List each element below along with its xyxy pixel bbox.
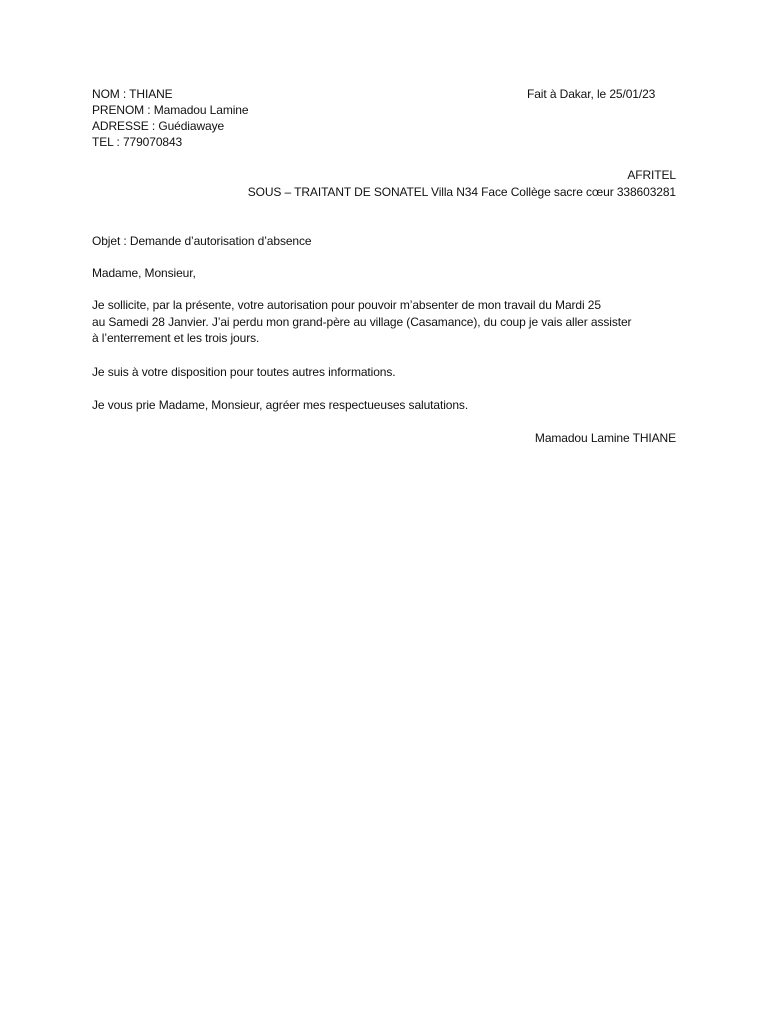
recipient-details: SOUS – TRAITANT DE SONATEL Villa N34 Face Collège sacre cœur 338603281 (247, 185, 676, 199)
salutation: Madame, Monsieur, (92, 266, 196, 280)
body-line-3: à l’enterrement et les trois jours. (92, 331, 260, 345)
sender-nom: NOM : THIANE (92, 87, 173, 101)
body-line-1: Je sollicite, par la présente, votre autorisation pour pouvoir m’absenter de mon travail du Mardi 25 (92, 298, 601, 312)
sender-tel: TEL : 779070843 (92, 135, 183, 149)
body-paragraph-availability: Je suis à votre disposition pour toutes autres informations. (92, 365, 396, 379)
signature: Mamadou Lamine THIANE (534, 431, 676, 445)
place-date: Fait à Dakar, le 25/01/23 (527, 87, 656, 101)
sender-prenom: PRENOM : Mamadou Lamine (92, 103, 249, 117)
letter-subject: Objet : Demande d’autorisation d’absence (92, 234, 312, 248)
sender-adresse: ADRESSE : Guédiawaye (92, 119, 225, 133)
body-line-2: au Samedi 28 Janvier. J’ai perdu mon grand-père au village (Casamance), du coup je vais aller assister (92, 315, 632, 329)
recipient-company: AFRITEL (627, 168, 676, 182)
closing-formula: Je vous prie Madame, Monsieur, agréer mes respectueuses salutations. (92, 398, 469, 412)
